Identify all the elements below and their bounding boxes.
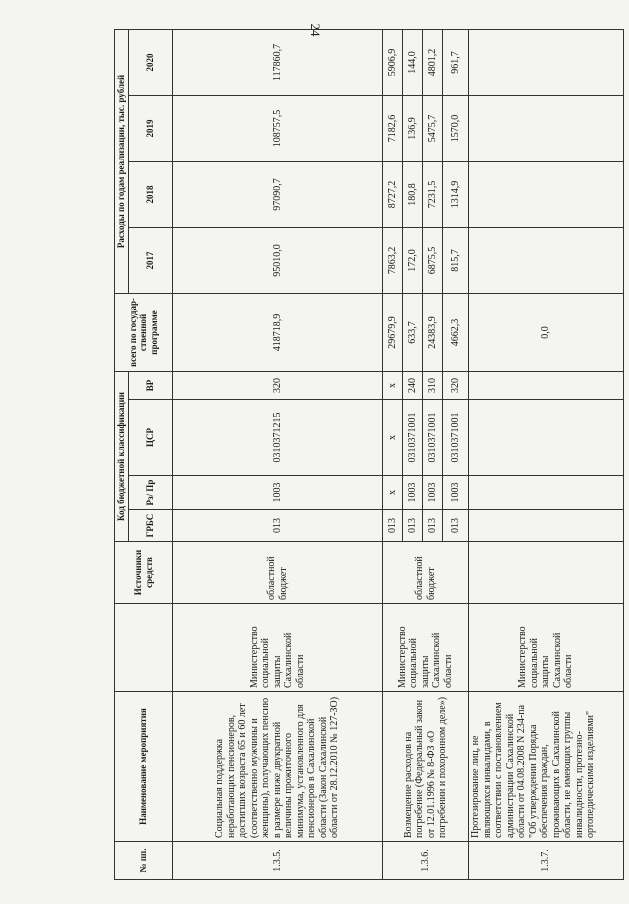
row-csr: x (383, 400, 403, 476)
row-grbs (469, 510, 624, 542)
row-2017: 95010,0 (173, 227, 383, 293)
row-2018: 8727,2 (383, 161, 403, 227)
row-2018: 97090,7 (173, 161, 383, 227)
row-total: 29679,9 (383, 293, 403, 371)
row-csr: 0310371001 (443, 400, 469, 476)
row-grbs: 013 (173, 510, 383, 542)
row-total: 24383,9 (423, 293, 443, 371)
row-vr (469, 371, 624, 399)
header-budget-code: Код бюджетной классификации (115, 371, 129, 541)
header-name: Наименование мероприятия (115, 692, 173, 842)
row-num: 1.3.6. (383, 842, 469, 880)
row-executor: Министерство социальной защиты Сахалинской области (383, 604, 469, 692)
row-2019: 1570,0 (443, 95, 469, 161)
row-2019: 108757,5 (173, 95, 383, 161)
header-source: Источники средств (115, 542, 173, 604)
table-row (173, 29, 383, 879)
header-grbs: ГРБС (129, 510, 173, 542)
row-name: Возмещение расходов на погребение (Федеральный закон от 12.01.1996 № 8-ФЗ «О погребении и похоронном деле») (383, 692, 469, 842)
row-vr: 320 (443, 371, 469, 399)
row-num: 1.3.7. (469, 842, 624, 880)
header-year-2020: 2020 (129, 29, 173, 95)
row-csr: 0310371001 (423, 400, 443, 476)
row-2019: 136,9 (403, 95, 423, 161)
row-rzpr: 1003 (173, 476, 383, 510)
row-source: областной бюджет (173, 542, 383, 604)
table-row (383, 29, 403, 879)
header-executor (115, 604, 173, 692)
row-2018 (469, 161, 624, 227)
row-grbs: 013 (383, 510, 403, 542)
row-2020: 117860,7 (173, 29, 383, 95)
row-rzpr: 1003 (403, 476, 423, 510)
page-number: 24 (308, 23, 323, 37)
row-vr: 310 (423, 371, 443, 399)
row-name: Протезирование лиц, не являющихся инвалидами, в соответствии с постановлением администрации Сахалинской области от 04.08.2008 N 234-па "Об утверждении Порядка обеспечения граждан, проживающих в Сахалинской области, не имеющих группы инвалидности, протезно-ортопедическими изделиями" (469, 692, 624, 842)
header-num: № пп. (115, 842, 173, 880)
table-row (469, 29, 624, 879)
row-grbs: 013 (403, 510, 423, 542)
row-rzpr (469, 476, 624, 510)
row-source (469, 542, 624, 604)
row-total: 633,7 (403, 293, 423, 371)
row-total: 0,0 (469, 293, 624, 371)
row-vr: 240 (403, 371, 423, 399)
row-2020: 5906,9 (383, 29, 403, 95)
header-rzpr: Рз/ Пр (129, 476, 173, 510)
header-year-2017: 2017 (129, 227, 173, 293)
row-2020 (469, 29, 624, 95)
row-rzpr: 1003 (423, 476, 443, 510)
row-executor: Министерство социальной защиты Сахалинской области (173, 604, 383, 692)
row-num: 1.3.5. (173, 842, 383, 880)
rotated-table-container (114, 30, 624, 880)
row-2019 (469, 95, 624, 161)
row-2019: 5475,7 (423, 95, 443, 161)
row-total: 418718,9 (173, 293, 383, 371)
header-year-2019: 2019 (129, 95, 173, 161)
row-vr: x (383, 371, 403, 399)
row-2017: 6875,5 (423, 227, 443, 293)
row-source: областной бюджет (383, 542, 469, 604)
row-2017: 172,0 (403, 227, 423, 293)
header-year-2018: 2018 (129, 161, 173, 227)
header-row-top (115, 29, 129, 879)
row-2017: 815,7 (443, 227, 469, 293)
header-total: всего по государ- ственной программе (115, 293, 173, 371)
row-vr: 320 (173, 371, 383, 399)
header-expenses: Расходы по годам реализации, тыс. рублей (115, 29, 129, 293)
row-2020: 144,0 (403, 29, 423, 95)
budget-table (114, 29, 624, 880)
row-csr: 0310371215 (173, 400, 383, 476)
row-2018: 180,8 (403, 161, 423, 227)
row-csr: 0310371001 (403, 400, 423, 476)
row-grbs: 013 (443, 510, 469, 542)
row-grbs: 013 (423, 510, 443, 542)
row-2019: 7182,6 (383, 95, 403, 161)
row-rzpr: 1003 (443, 476, 469, 510)
row-total: 4662,3 (443, 293, 469, 371)
row-2017 (469, 227, 624, 293)
row-executor: Министерство социальной защиты Сахалинской области (469, 604, 624, 692)
row-2018: 1314,9 (443, 161, 469, 227)
header-csr: ЦСР (129, 400, 173, 476)
row-2018: 7231,5 (423, 161, 443, 227)
row-2020: 961,7 (443, 29, 469, 95)
row-2017: 7863,2 (383, 227, 403, 293)
row-2020: 4801,2 (423, 29, 443, 95)
row-name: Социальная поддержка неработающих пенсионеров, достигших возраста 65 и 60 лет (соответственно мужчины и женщины), получающих пенсию в размере ниже двукратной величины прожиточного минимума, установленного для пенсионеров в Сахалинской области (Закон Сахалинской области от 28.12.2010 № 127-ЗО) (173, 692, 383, 842)
row-csr (469, 400, 624, 476)
header-vr: ВР (129, 371, 173, 399)
row-rzpr: x (383, 476, 403, 510)
